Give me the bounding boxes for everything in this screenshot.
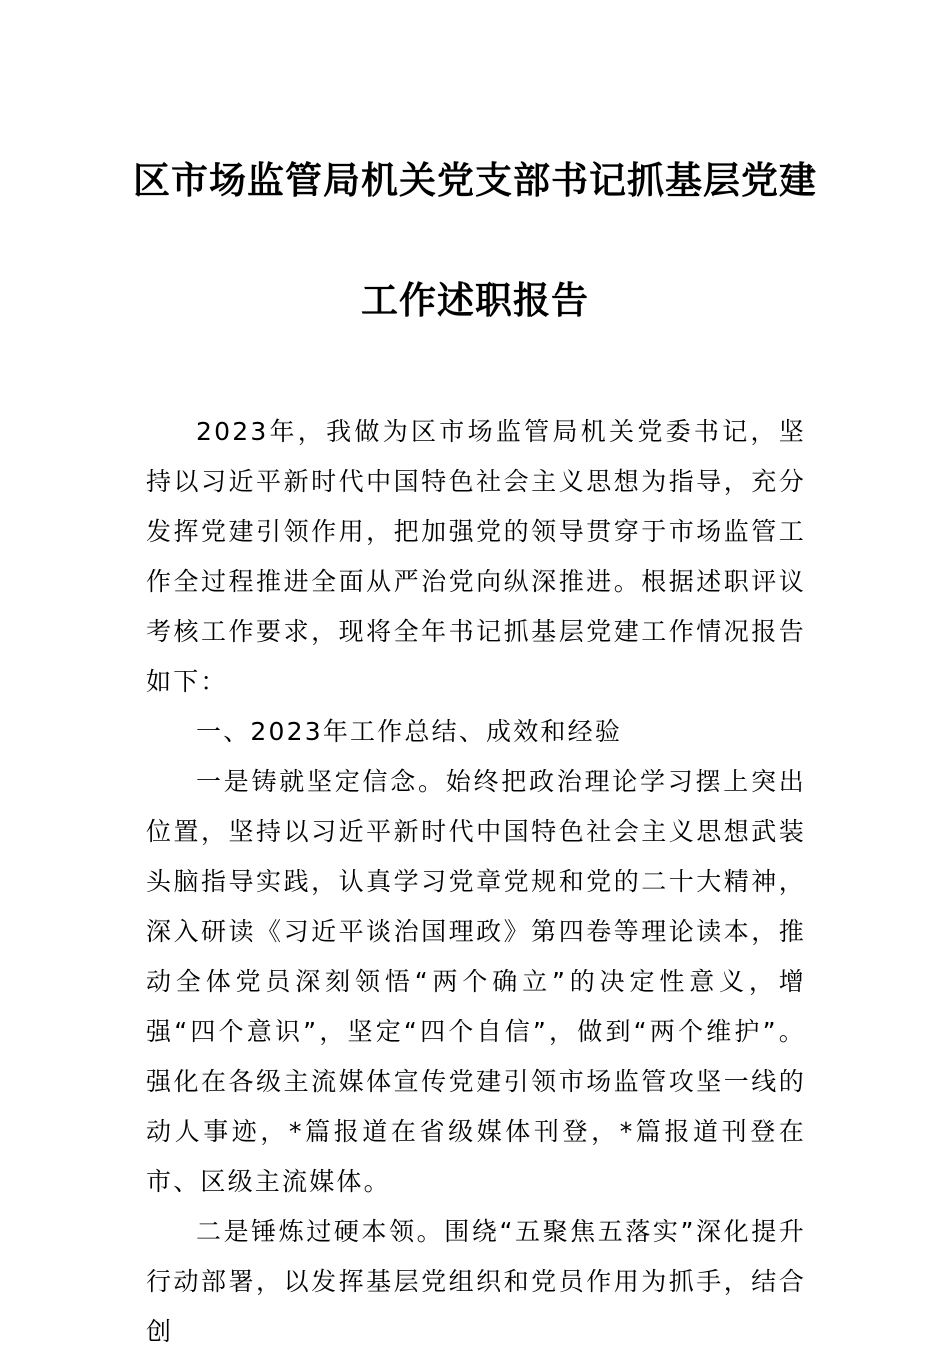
paragraph-point-2: 二是锤炼过硬本领。围绕“五聚焦五落实”深化提升行动部署，以发挥基层党组织和党员作用为抓手，结合创 [146,1217,806,1346]
section-heading: 一、2023年工作总结、成效和经验 [196,717,623,746]
document-title-line-2: 工作述职报告 [361,278,589,322]
document-title-line-1: 区市场监管局机关党支部书记抓基层党建 [133,158,817,202]
paragraph-point-1: 一是铸就坚定信念。始终把政治理论学习摆上突出位置，坚持以习近平新时代中国特色社会主义思想武装头脑指导实践，认真学习党章党规和党的二十大精神，深入研读《习近平谈治国理政》第四卷等理论读本，推动全体党员深刻领悟“两个确立”的决定性意义，增强“四个意识”，坚定“四个自信”，做到“两个维护”。强化在各级主流媒体宣传党建引领市场监管攻坚一线的动人事迹，*篇报道在省级媒体刊登，*篇报道刊登在市、区级主流媒体。 [146,767,806,1196]
document-body [146,407,806,1357]
intro-paragraph: 2023年，我做为区市场监管局机关党委书记，坚持以习近平新时代中国特色社会主义思想为指导，充分发挥党建引领作用，把加强党的领导贯穿于市场监管工作全过程推进全面从严治党向纵深推进。根据述职评议考核工作要求，现将全年书记抓基层党建工作情况报告如下： [146,417,806,696]
